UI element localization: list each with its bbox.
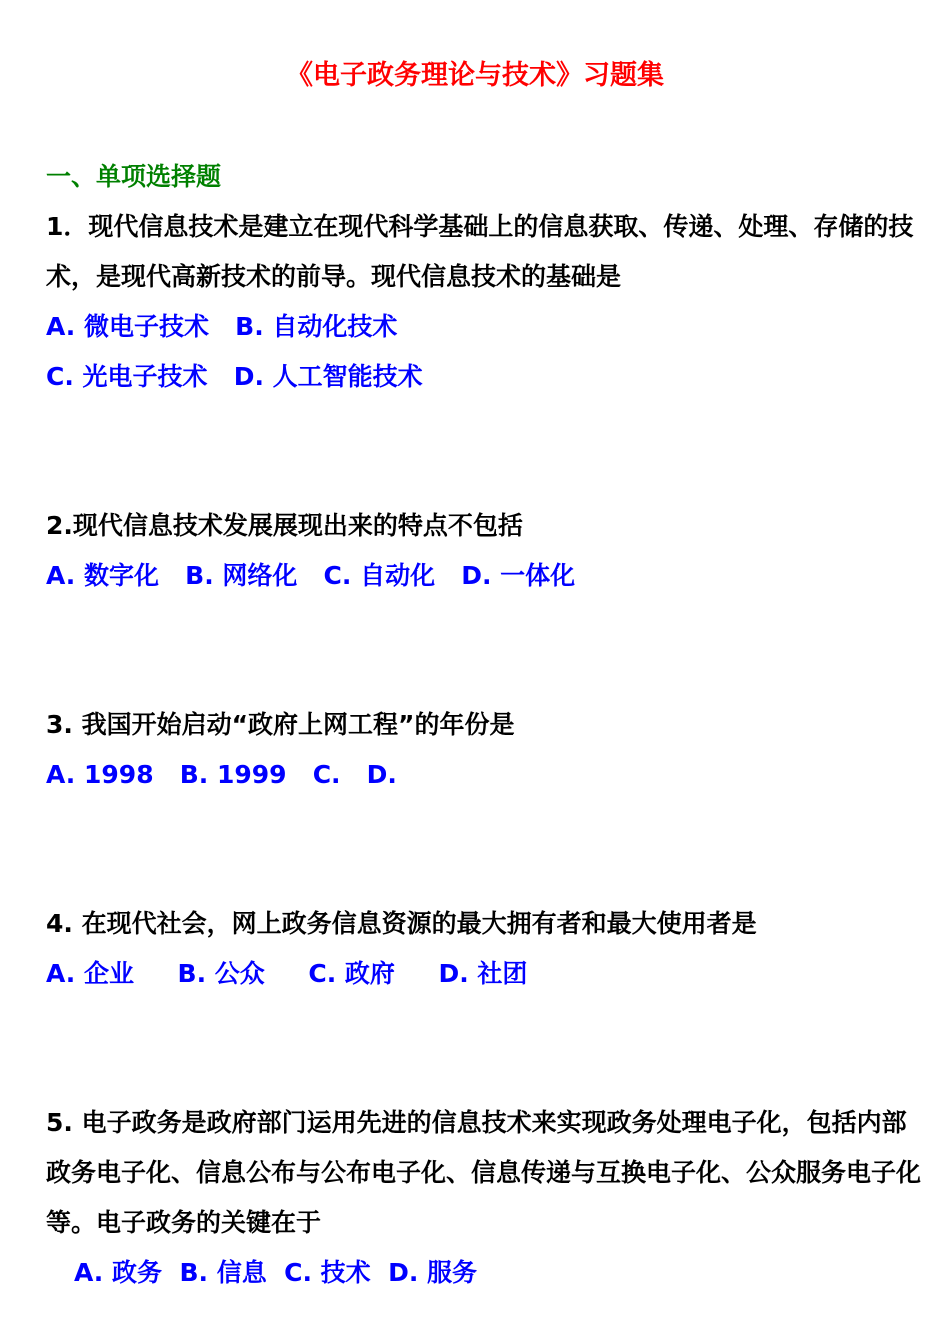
option-d: D. — [366, 760, 397, 789]
option-a: A. 企业 — [46, 959, 135, 988]
option-c: C. 政府 — [308, 959, 395, 988]
option-c: C. 光电子技术 — [46, 362, 208, 391]
option-b: B. 网络化 — [185, 561, 298, 590]
question-2-options — [46, 551, 575, 601]
option-d: D. 一体化 — [461, 561, 576, 590]
question-1-options-row-1 — [46, 302, 397, 352]
option-a: A. 微电子技术 — [46, 312, 210, 341]
question-3-options — [46, 750, 397, 800]
document-title: 《电子政务理论与技术》习题集 — [286, 60, 664, 91]
option-b: B. 公众 — [177, 959, 265, 988]
option-a: A. 数字化 — [46, 561, 160, 590]
option-c: C. 技术 — [284, 1258, 371, 1287]
option-d: D. 服务 — [388, 1258, 478, 1287]
option-d: D. 社团 — [438, 959, 528, 988]
option-c: C. — [312, 760, 341, 789]
option-b: B. 自动化技术 — [235, 312, 398, 341]
option-b: B. 信息 — [179, 1258, 267, 1287]
option-a: A. 政务 — [74, 1258, 163, 1287]
question-4-options — [46, 949, 527, 999]
question-4-text: 4. 在现代社会，网上政务信息资源的最大拥有者和最大使用者是 — [46, 909, 757, 938]
option-c: C. 自动化 — [323, 561, 436, 590]
question-1-options-row-2 — [46, 352, 423, 402]
question-3-text: 3. 我国开始启动“政府上网工程”的年份是 — [46, 710, 515, 739]
question-2-text: 2.现代信息技术发展展现出来的特点不包括 — [46, 511, 523, 540]
question-1-text: 1．现代信息技术是建立在现代科学基础上的信息获取、传递、处理、存储的技术，是现代高新技术的前导。现代信息技术的基础是 — [46, 212, 914, 291]
option-d: D. 人工智能技术 — [233, 362, 423, 391]
option-b: B. 1999 — [179, 760, 287, 789]
question-5-text: 5. 电子政务是政府部门运用先进的信息技术来实现政务处理电子化，包括内部政务电子化、信息公布与公布电子化、信息传递与互换电子化、公众服务电子化等。电子政务的关键在于 — [46, 1108, 922, 1237]
question-5-options — [74, 1248, 477, 1298]
option-a: A. 1998 — [46, 760, 154, 789]
section-heading: 一、单项选择题 — [46, 162, 222, 191]
